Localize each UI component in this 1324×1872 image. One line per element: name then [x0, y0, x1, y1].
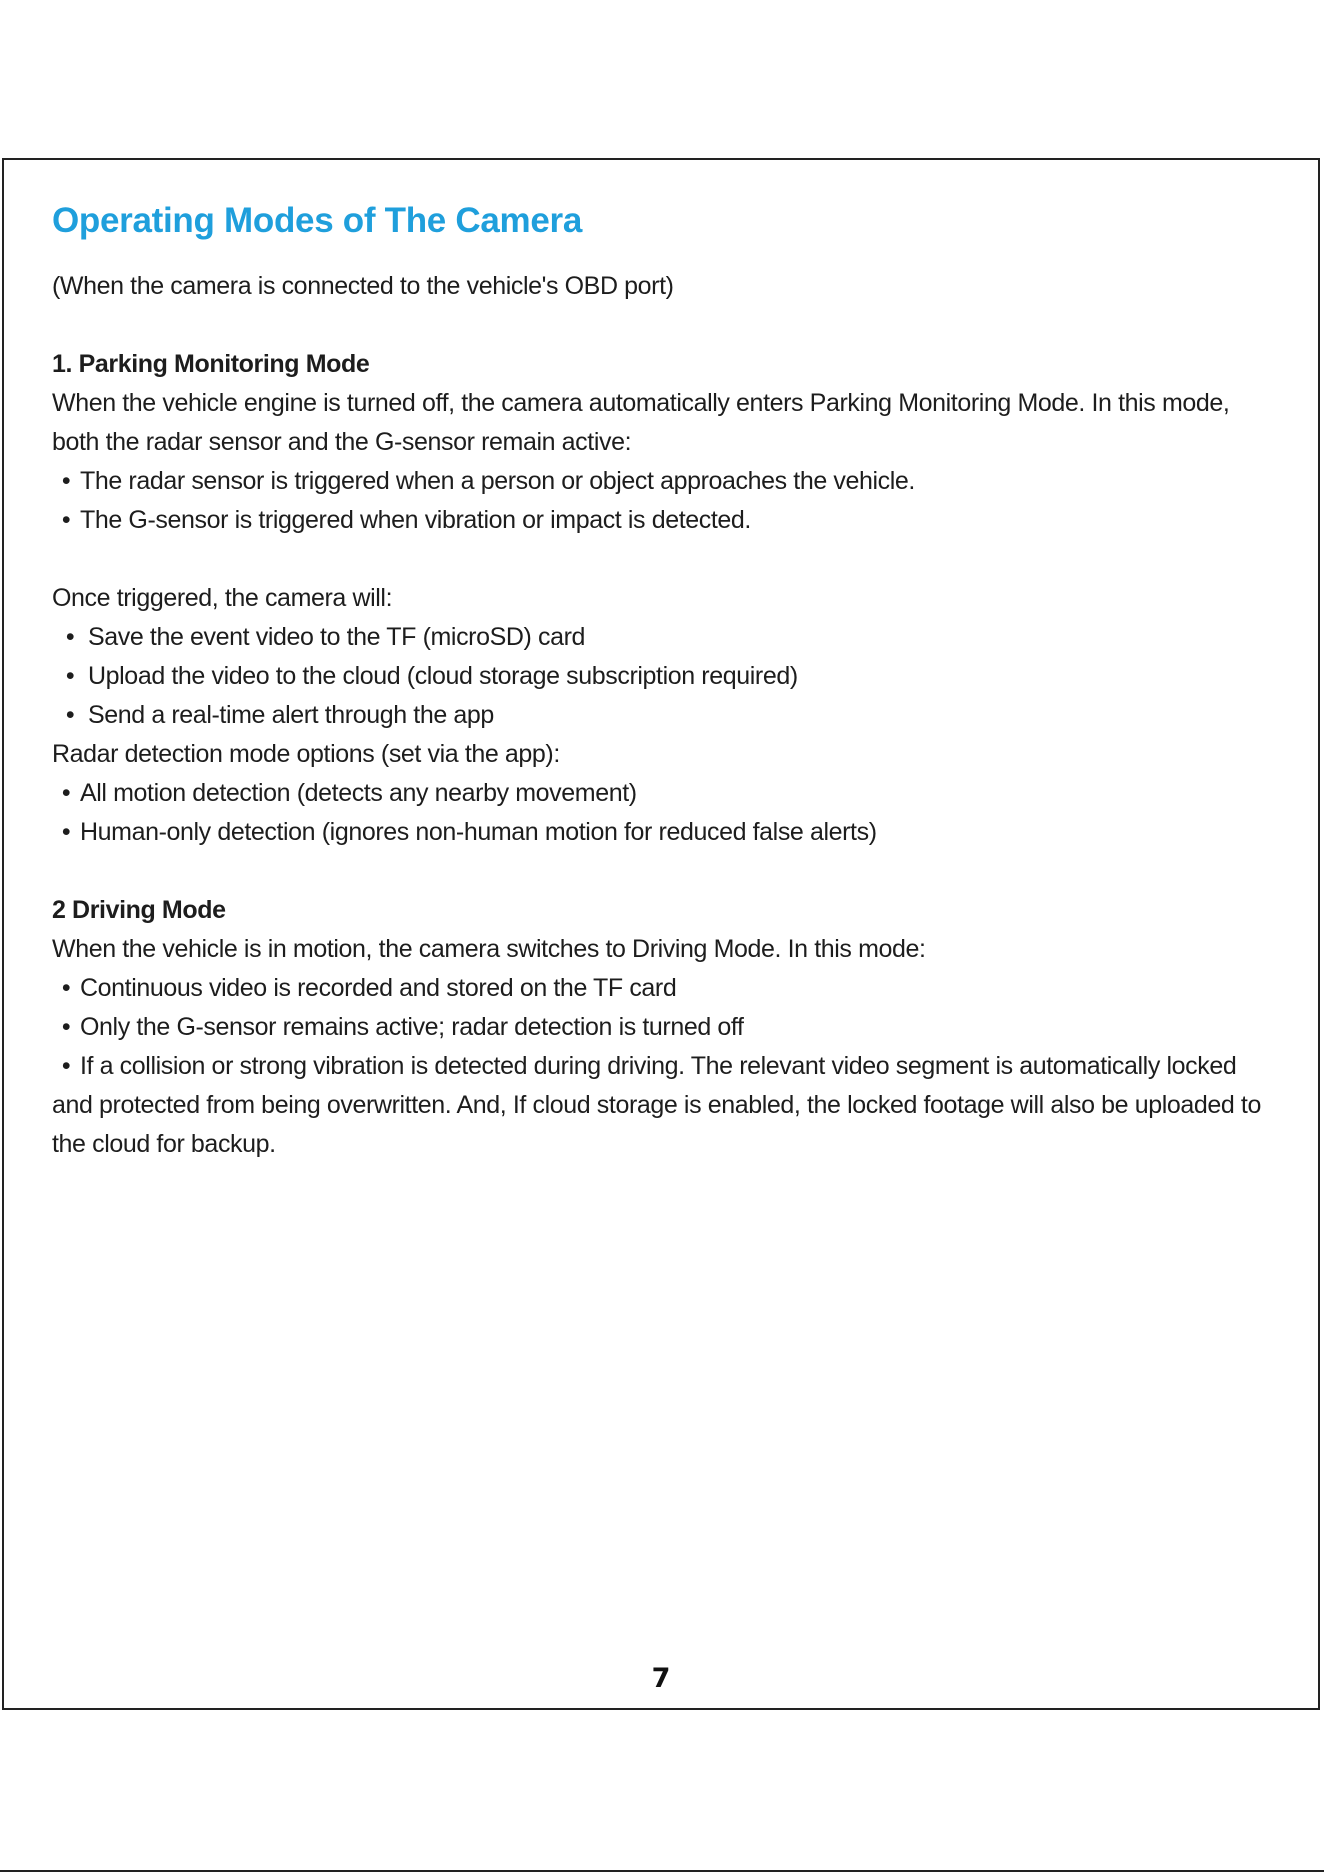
driving-point-continuous-text: Continuous video is recorded and stored on the TF card — [80, 974, 677, 1002]
list-item — [52, 1047, 1272, 1164]
parking-mode-heading: 1. Parking Monitoring Mode — [52, 350, 370, 378]
bullet-icon: • — [61, 1052, 71, 1080]
driving-point-gsensor-text: Only the G-sensor remains active; radar detection is turned off — [80, 1013, 744, 1041]
bullet-icon: • — [65, 623, 75, 651]
bullet-icon: • — [61, 974, 71, 1002]
action-alert-text: Send a real-time alert through the app — [88, 701, 494, 729]
list-item — [52, 969, 1272, 1008]
list-item — [52, 501, 1272, 540]
parking-mode-intro: When the vehicle engine is turned off, the camera automatically enters Parking Monitoring Mode. In this mode, both the radar sensor and the G-sensor remain active: — [52, 389, 1230, 456]
radar-option-human-text: Human-only detection (ignores non-human motion for reduced false alerts) — [80, 818, 877, 846]
sensor-radar-text: The radar sensor is triggered when a person or object approaches the vehicle. — [80, 467, 915, 495]
driving-mode-heading: 2 Driving Mode — [52, 896, 226, 924]
triggered-intro: Once triggered, the camera will: — [52, 584, 393, 612]
list-item — [52, 618, 1272, 657]
list-item — [52, 774, 1272, 813]
page-subtitle: (When the camera is connected to the vehicle's OBD port) — [52, 272, 674, 300]
list-item — [52, 696, 1272, 735]
list-item — [52, 813, 1272, 852]
page-number: 7 — [651, 1663, 671, 1694]
collision-text: If a collision or strong vibration is detected during driving. The relevant video segment is automatically locked and protected from being overwritten. And, If cloud storage is enabled, the locked footage will also be uploaded to the cloud for backup. — [52, 1052, 1261, 1158]
page-content — [52, 200, 1272, 1164]
bullet-icon: • — [61, 1013, 71, 1041]
bullet-icon: • — [61, 779, 71, 807]
sensor-g-text: The G-sensor is triggered when vibration or impact is detected. — [80, 506, 751, 534]
bullet-icon: • — [61, 467, 71, 495]
radar-options-intro: Radar detection mode options (set via the app): — [52, 740, 560, 768]
bullet-icon: • — [65, 662, 75, 690]
bullet-icon: • — [65, 701, 75, 729]
list-item — [52, 462, 1272, 501]
bullet-icon: • — [61, 506, 71, 534]
spacer — [52, 540, 1272, 579]
bullet-icon: • — [61, 818, 71, 846]
page-frame — [2, 158, 1320, 1710]
list-item — [52, 1008, 1272, 1047]
radar-option-all-text: All motion detection (detects any nearby movement) — [80, 779, 637, 807]
driving-mode-intro: When the vehicle is in motion, the camera switches to Driving Mode. In this mode: — [52, 935, 926, 963]
page-title: Operating Modes of The Camera — [52, 201, 583, 240]
action-save-text: Save the event video to the TF (microSD) card — [88, 623, 586, 651]
action-upload-text: Upload the video to the cloud (cloud storage subscription required) — [88, 662, 798, 690]
list-item — [52, 657, 1272, 696]
